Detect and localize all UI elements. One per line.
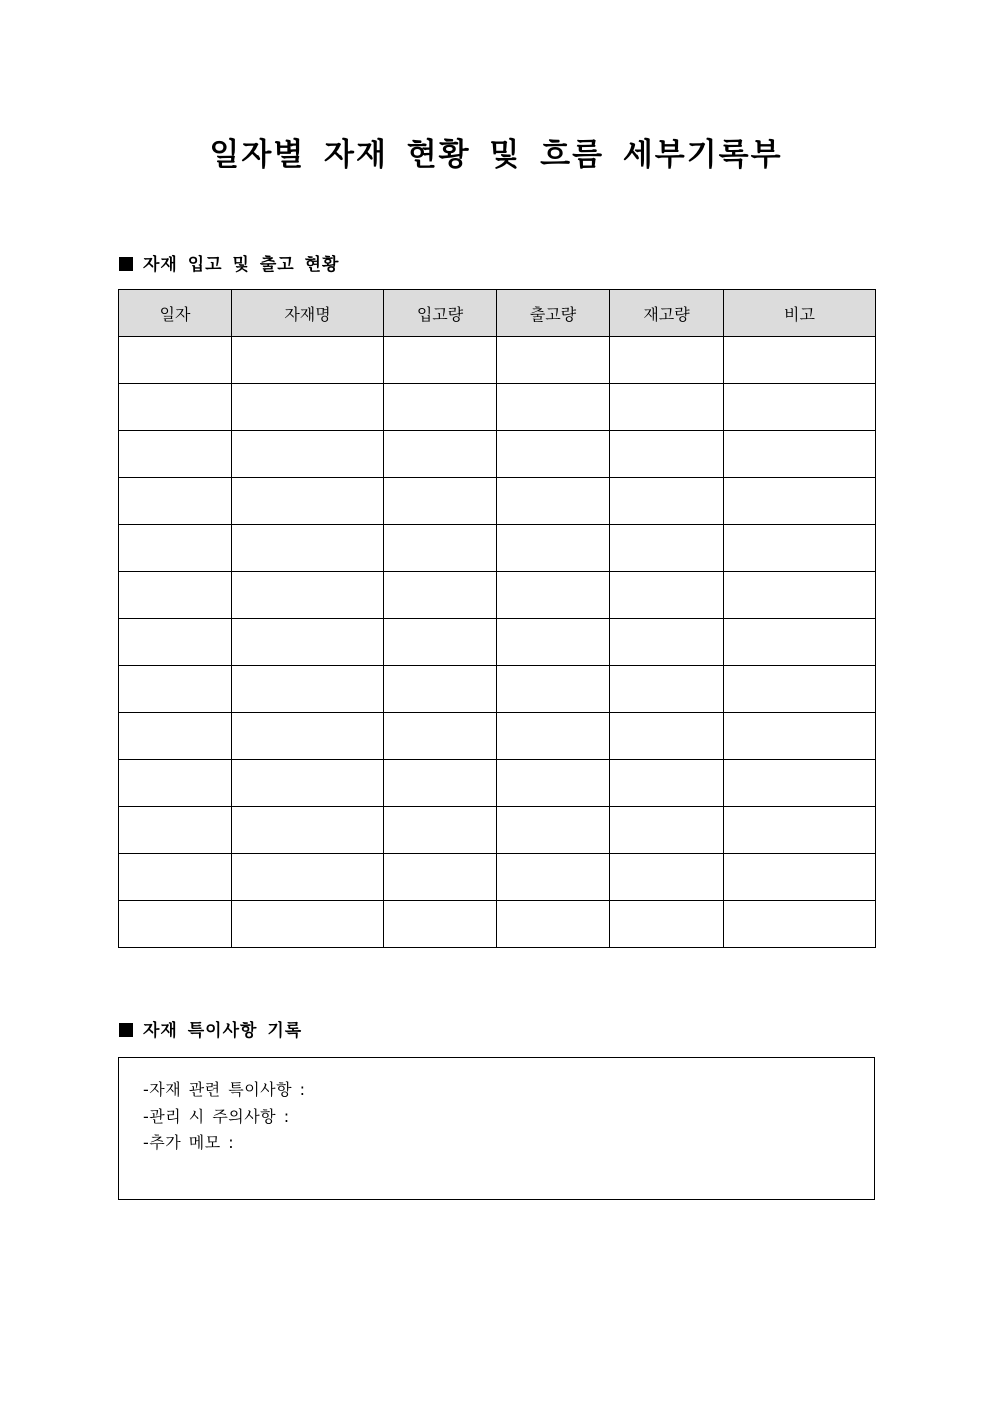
cell-date[interactable] xyxy=(119,713,232,760)
cell-outbound-qty[interactable] xyxy=(497,713,610,760)
cell-outbound-qty[interactable] xyxy=(497,572,610,619)
cell-stock-qty[interactable] xyxy=(610,901,724,948)
cell-material-name[interactable] xyxy=(232,478,384,525)
cell-inbound-qty[interactable] xyxy=(384,619,497,666)
cell-remarks[interactable] xyxy=(724,384,876,431)
cell-outbound-qty[interactable] xyxy=(497,807,610,854)
cell-remarks[interactable] xyxy=(724,478,876,525)
table-row xyxy=(119,760,876,807)
cell-inbound-qty[interactable] xyxy=(384,807,497,854)
cell-material-name[interactable] xyxy=(232,619,384,666)
cell-stock-qty[interactable] xyxy=(610,760,724,807)
cell-stock-qty[interactable] xyxy=(610,572,724,619)
table-row xyxy=(119,807,876,854)
cell-date[interactable] xyxy=(119,619,232,666)
notes-line-caution: -관리 시 주의사항 : xyxy=(143,1106,290,1126)
cell-material-name[interactable] xyxy=(232,854,384,901)
cell-stock-qty[interactable] xyxy=(610,854,724,901)
cell-date[interactable] xyxy=(119,572,232,619)
cell-stock-qty[interactable] xyxy=(610,619,724,666)
cell-material-name[interactable] xyxy=(232,572,384,619)
cell-date[interactable] xyxy=(119,901,232,948)
cell-remarks[interactable] xyxy=(724,525,876,572)
cell-outbound-qty[interactable] xyxy=(497,901,610,948)
cell-inbound-qty[interactable] xyxy=(384,431,497,478)
cell-outbound-qty[interactable] xyxy=(497,666,610,713)
cell-remarks[interactable] xyxy=(724,713,876,760)
cell-date[interactable] xyxy=(119,666,232,713)
cell-outbound-qty[interactable] xyxy=(497,478,610,525)
table-row xyxy=(119,854,876,901)
column-header-date: 일자 xyxy=(119,290,232,337)
table-row xyxy=(119,478,876,525)
section-heading-inout xyxy=(119,253,339,277)
cell-remarks[interactable] xyxy=(724,901,876,948)
column-header-inbound-qty: 입고량 xyxy=(384,290,497,337)
table-row xyxy=(119,901,876,948)
cell-remarks[interactable] xyxy=(724,666,876,713)
cell-inbound-qty[interactable] xyxy=(384,572,497,619)
cell-outbound-qty[interactable] xyxy=(497,619,610,666)
table-row xyxy=(119,525,876,572)
cell-material-name[interactable] xyxy=(232,666,384,713)
cell-stock-qty[interactable] xyxy=(610,431,724,478)
cell-date[interactable] xyxy=(119,384,232,431)
cell-remarks[interactable] xyxy=(724,760,876,807)
table-row xyxy=(119,713,876,760)
notes-line-special: -자재 관련 특이사항 : xyxy=(143,1080,306,1099)
notes-line-memo: -추가 메모 : xyxy=(143,1133,235,1152)
cell-remarks[interactable] xyxy=(724,572,876,619)
column-header-material-name: 자재명 xyxy=(232,290,384,337)
cell-stock-qty[interactable] xyxy=(610,337,724,384)
cell-inbound-qty[interactable] xyxy=(384,478,497,525)
cell-remarks[interactable] xyxy=(724,619,876,666)
cell-date[interactable] xyxy=(119,431,232,478)
table-row xyxy=(119,666,876,713)
section-heading-label: 자재 특이사항 기록 xyxy=(143,1021,303,1041)
cell-date[interactable] xyxy=(119,478,232,525)
cell-material-name[interactable] xyxy=(232,901,384,948)
table-header-row xyxy=(119,290,876,337)
cell-stock-qty[interactable] xyxy=(610,666,724,713)
cell-material-name[interactable] xyxy=(232,337,384,384)
cell-inbound-qty[interactable] xyxy=(384,337,497,384)
cell-stock-qty[interactable] xyxy=(610,384,724,431)
table-row xyxy=(119,619,876,666)
cell-material-name[interactable] xyxy=(232,384,384,431)
cell-outbound-qty[interactable] xyxy=(497,337,610,384)
cell-outbound-qty[interactable] xyxy=(497,760,610,807)
cell-stock-qty[interactable] xyxy=(610,525,724,572)
cell-outbound-qty[interactable] xyxy=(497,525,610,572)
section-heading-label: 자재 입고 및 출고 현황 xyxy=(143,255,340,275)
table-body xyxy=(119,337,876,948)
cell-date[interactable] xyxy=(119,760,232,807)
square-bullet-icon xyxy=(119,1023,133,1037)
cell-remarks[interactable] xyxy=(724,807,876,854)
cell-outbound-qty[interactable] xyxy=(497,854,610,901)
material-inout-table xyxy=(118,289,876,948)
table-row xyxy=(119,431,876,478)
cell-date[interactable] xyxy=(119,854,232,901)
cell-stock-qty[interactable] xyxy=(610,478,724,525)
cell-outbound-qty[interactable] xyxy=(497,384,610,431)
table-row xyxy=(119,337,876,384)
column-header-outbound-qty: 출고량 xyxy=(497,290,610,337)
cell-inbound-qty[interactable] xyxy=(384,525,497,572)
cell-date[interactable] xyxy=(119,337,232,384)
cell-date[interactable] xyxy=(119,807,232,854)
column-header-stock-qty: 재고량 xyxy=(610,290,724,337)
cell-stock-qty[interactable] xyxy=(610,807,724,854)
cell-material-name[interactable] xyxy=(232,713,384,760)
table-row xyxy=(119,384,876,431)
cell-outbound-qty[interactable] xyxy=(497,431,610,478)
cell-inbound-qty[interactable] xyxy=(384,760,497,807)
cell-stock-qty[interactable] xyxy=(610,713,724,760)
cell-material-name[interactable] xyxy=(232,760,384,807)
cell-remarks[interactable] xyxy=(724,431,876,478)
cell-remarks[interactable] xyxy=(724,337,876,384)
table-row xyxy=(119,572,876,619)
cell-inbound-qty[interactable] xyxy=(384,666,497,713)
cell-inbound-qty[interactable] xyxy=(384,901,497,948)
page-title: 일자별 자재 현황 및 흐름 세부기록부 xyxy=(209,137,783,173)
cell-date[interactable] xyxy=(119,525,232,572)
cell-inbound-qty[interactable] xyxy=(384,713,497,760)
section-heading-notes xyxy=(119,1019,302,1043)
cell-remarks[interactable] xyxy=(724,854,876,901)
cell-material-name[interactable] xyxy=(232,807,384,854)
notes-box[interactable] xyxy=(118,1057,875,1200)
cell-inbound-qty[interactable] xyxy=(384,854,497,901)
cell-material-name[interactable] xyxy=(232,431,384,478)
column-header-remarks: 비고 xyxy=(724,290,876,337)
square-bullet-icon xyxy=(119,257,133,271)
cell-inbound-qty[interactable] xyxy=(384,384,497,431)
cell-material-name[interactable] xyxy=(232,525,384,572)
